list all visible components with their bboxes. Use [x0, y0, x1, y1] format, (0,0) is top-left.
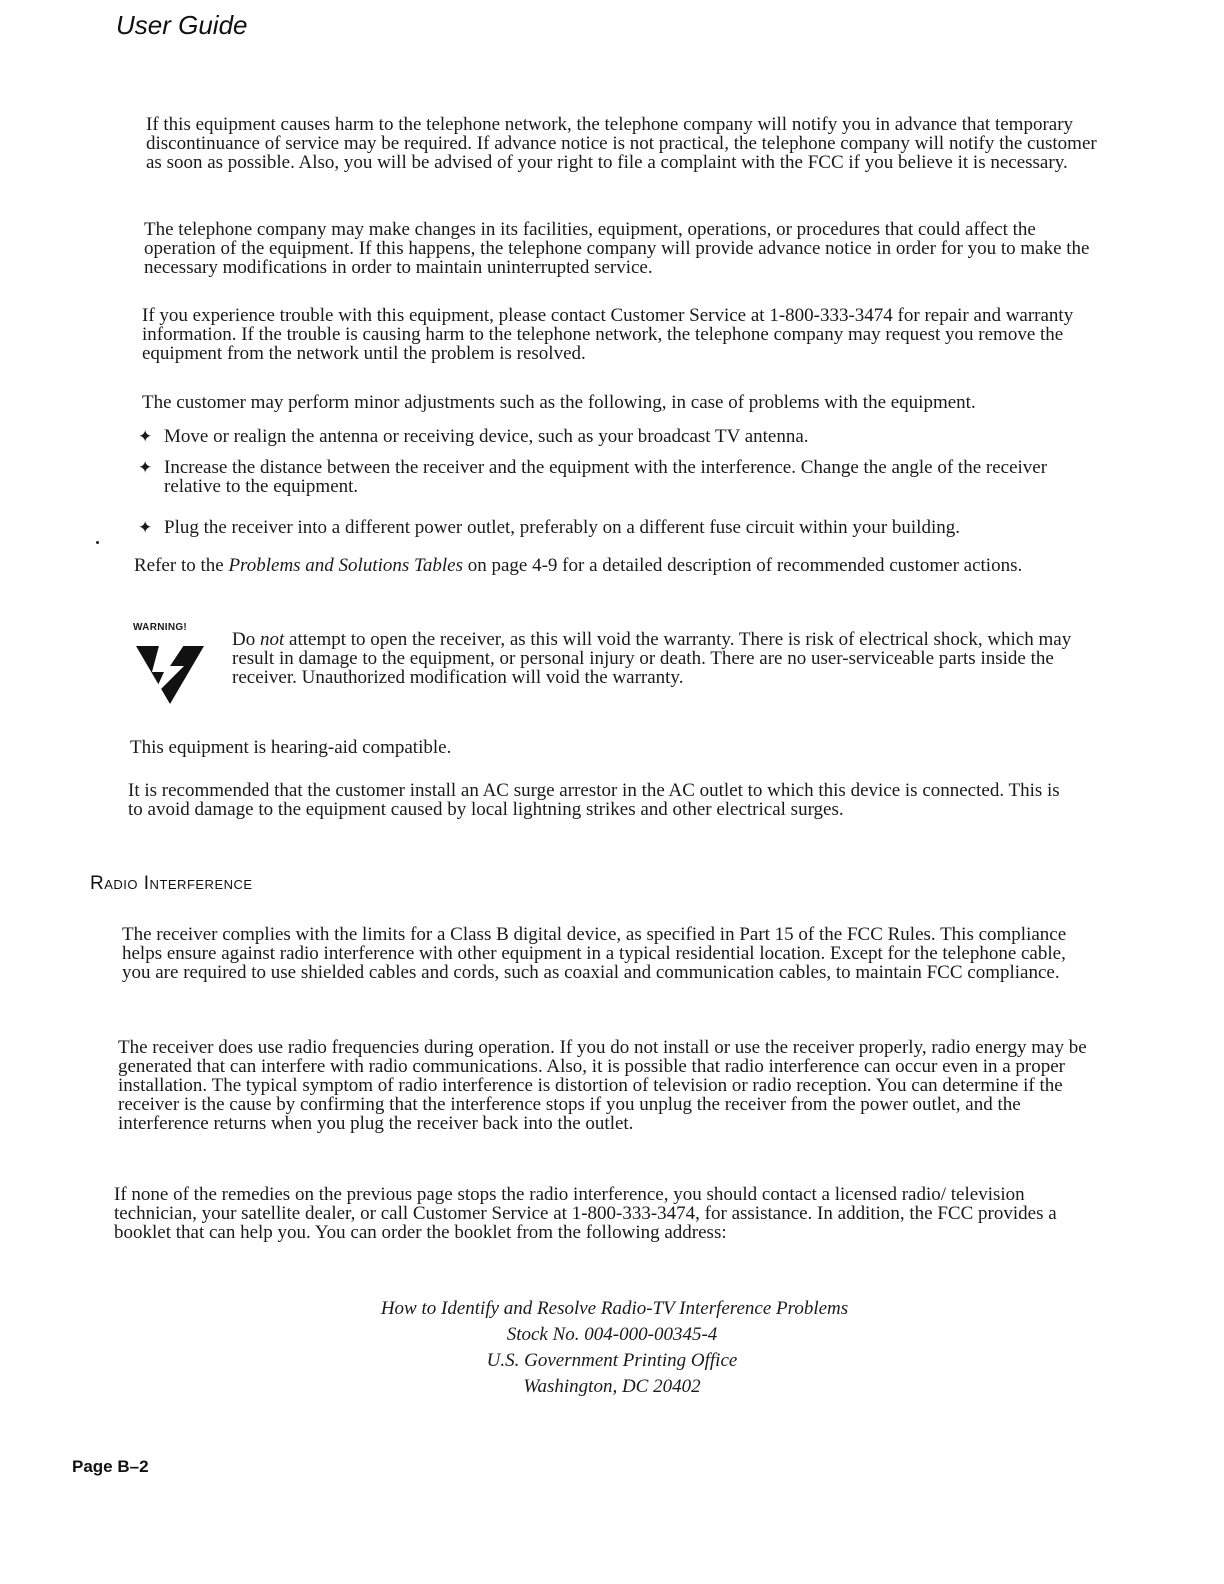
- section-heading-radio-interference: Radio Interference: [90, 873, 253, 894]
- paragraph-trouble-contact: If you experience trouble with this equipment, please contact Customer Service at 1-800-333-3474 for repair and warranty information. If the trouble is causing harm to the telephone network, the telephone company may request you remove the equipment from the network until the problem is resolved.: [142, 305, 1074, 364]
- warning-emphasis: not: [259, 629, 285, 650]
- bullet-star-icon: ✦: [138, 458, 153, 477]
- paragraph-refer-tables: [134, 556, 1094, 575]
- booklet-stock-number: Stock No. 004-000-00345-4: [506, 1324, 718, 1345]
- booklet-city: Washington, DC 20402: [523, 1376, 701, 1397]
- bullet-star-icon: ✦: [138, 518, 153, 537]
- paragraph-class-b-compliance: The receiver complies with the limits for a Class B digital device, as specified in Part 15 of the FCC Rules. This compliance helps ensure against radio interference with other equipment in a typical residential location. Except for the telephone cable, you are required to use shielded cables and cords, such as coaxial and communication cables, to maintain FCC compliance.: [122, 924, 1067, 983]
- page-header-title: User Guide: [116, 10, 248, 40]
- warning-rest: attempt to open the receiver, as this will void the warranty. There is risk of electrical shock, which may result in damage to the equipment, or personal injury or death. There are no user-serviceable parts inside the receiver. Unauthorized modification will void the warranty.: [232, 629, 1072, 688]
- bullet-star-icon: ✦: [138, 427, 153, 446]
- refer-text-after: on page 4-9 for a detailed description of recommended customer actions.: [462, 555, 1023, 576]
- booklet-publisher: U.S. Government Printing Office: [486, 1350, 738, 1371]
- refer-text-before: Refer to the: [134, 555, 229, 576]
- list-item-text: Increase the distance between the receiver and the equipment with the interference. Change the angle of the receiver relative to the equipment.: [164, 457, 1048, 497]
- list-item: [138, 427, 1098, 446]
- stray-dot: [96, 541, 99, 544]
- list-item-text: Move or realign the antenna or receiving device, such as your broadcast TV antenna.: [164, 426, 809, 447]
- warning-label: WARNING!: [133, 622, 188, 633]
- paragraph-minor-adjustments: The customer may perform minor adjustments such as the following, in case of problems with the equipment.: [142, 392, 976, 413]
- lightning-warning-icon: [130, 622, 212, 706]
- paragraph-contact-technician: If none of the remedies on the previous page stops the radio interference, you should contact a licensed radio/ television technician, your satellite dealer, or call Customer Service at 1-800-333-3474, for assistance. In addition, the FCC provides a booklet that can help you. You can order the booklet from the following address:: [114, 1184, 1057, 1243]
- warning-lead: Do: [232, 629, 260, 650]
- warning-text: [232, 630, 1082, 687]
- booklet-title: How to Identify and Resolve Radio-TV Interference Problems: [380, 1298, 849, 1319]
- paragraph-hearing-aid: This equipment is hearing-aid compatible.: [130, 737, 452, 758]
- refer-tables-title: Problems and Solutions Tables: [228, 555, 463, 576]
- paragraph-surge-arrestor: It is recommended that the customer install an AC surge arrestor in the AC outlet to which this device is connected. This is to avoid damage to the equipment caused by local lightning strikes and other electrical surges.: [128, 780, 1060, 820]
- list-item: [138, 458, 1098, 496]
- list-item: [138, 518, 1098, 537]
- booklet-address: [0, 1296, 1224, 1400]
- paragraph-radio-frequencies: The receiver does use radio frequencies during operation. If you do not install or use the receiver properly, radio energy may be generated that can interfere with radio communications. Also, it is possible that radio interference can occur even in a proper installation. The typical symptom of radio interference is distortion of television or radio reception. You can determine if the receiver is the cause by confirming that the interference stops if you unplug the receiver from the power outlet, and the interference returns when you plug the receiver back into the outlet.: [118, 1037, 1087, 1134]
- page-number: Page B–2: [72, 1457, 149, 1476]
- paragraph-facility-changes: The telephone company may make changes in its facilities, equipment, operations, or procedures that could affect the operation of the equipment. If this happens, the telephone company will provide advance notice in order for you to make the necessary modifications in order to maintain uninterrupted service.: [144, 219, 1090, 278]
- list-item-text: Plug the receiver into a different power outlet, preferably on a different fuse circuit within your building.: [164, 517, 960, 538]
- paragraph-network-harm: If this equipment causes harm to the telephone network, the telephone company will notify you in advance that temporary discontinuance of service may be required. If advance notice is not practical, the telephone company will notify the customer as soon as possible. Also, you will be advised of your right to file a complaint with the FCC if you believe it is necessary.: [146, 114, 1097, 173]
